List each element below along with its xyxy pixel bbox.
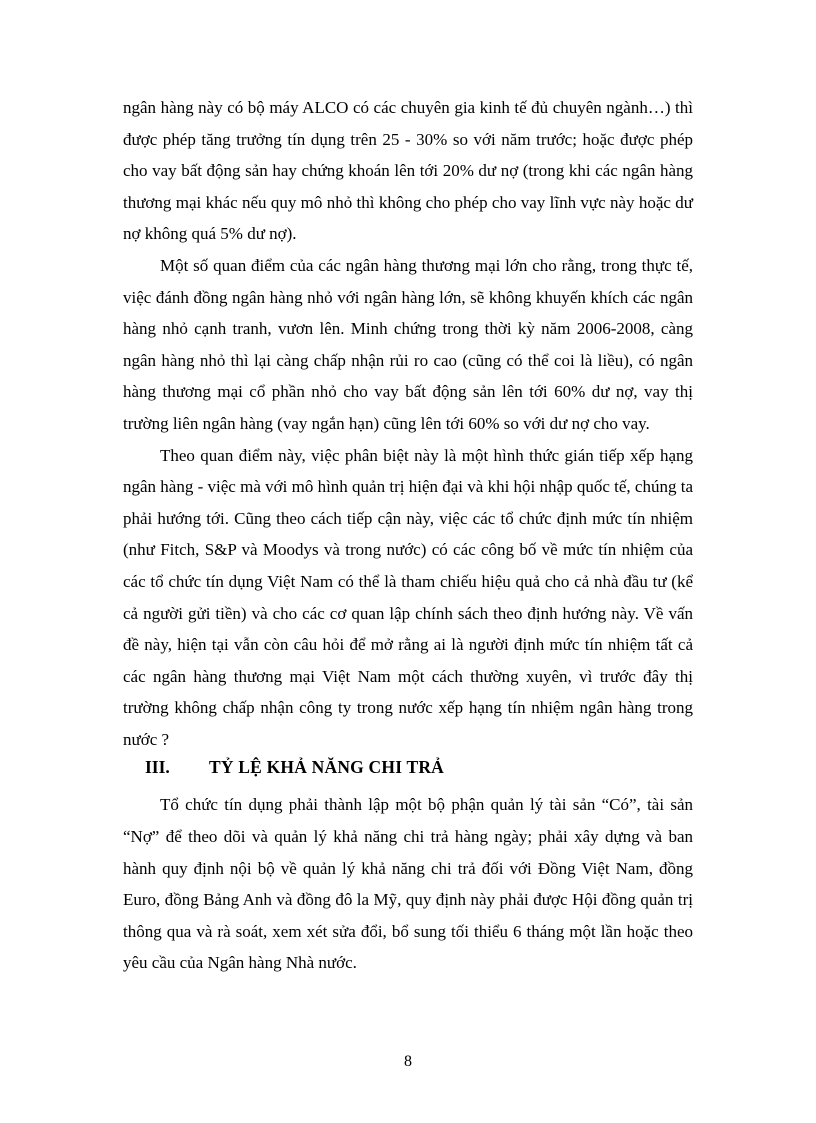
paragraph-large-bank-views: Một số quan điểm của các ngân hàng thương mại lớn cho rằng, trong thực tế, việc đánh đồng ngân hàng nhỏ với ngân hàng lớn, sẽ không khuyến khích các ngân hàng nhỏ cạnh tranh, vươn lên. Minh chứng trong thời kỳ năm 2006-2008, càng ngân hàng nhỏ thì lại càng chấp nhận rủi ro cao (cũng có thể coi là liều), có ngân hàng thương mại cổ phần nhỏ cho vay bất động sản lên tới 60% dư nợ, vay thị trường liên ngân hàng (vay ngắn hạn) cũng lên tới 60% so với dư nợ cho vay.: [123, 255, 693, 433]
paragraph-liquidity-ratio: Tổ chức tín dụng phải thành lập một bộ phận quản lý tài sản “Có”, tài sản “Nợ” để theo dõi và quản lý khả năng chi trả hàng ngày; phải xây dựng và ban hành quy định nội bộ về quản lý khả năng chi trả đối với Đồng Việt Nam, đồng Euro, đồng Bảng Anh và đồng đô la Mỹ, quy định này phải được Hội đồng quản trị thông qua và rà soát, xem xét sửa đổi, bổ sung tối thiểu 6 tháng một lần hoặc theo yêu cầu của Ngân hàng Nhà nước.: [123, 795, 693, 973]
paragraph-alco-continuation: ngân hàng này có bộ máy ALCO có các chuyên gia kinh tế đủ chuyên ngành…) thì được phép tăng trưởng tín dụng trên 25 - 30% so với năm trước; hoặc được phép cho vay bất động sản hay chứng khoán lên tới 20% dư nợ (trong khi các ngân hàng thương mại khác nếu quy mô nhỏ thì không cho phép cho vay lĩnh vực này hoặc dư nợ không quá 5% dư nợ).: [123, 98, 693, 244]
section-title: TỶ LỆ KHẢ NĂNG CHI TRẢ: [209, 757, 445, 778]
section-number: III.: [145, 757, 170, 778]
page-number: 8: [404, 1053, 412, 1070]
page-body: [123, 92, 693, 979]
section-heading: [123, 757, 693, 789]
paragraph-credit-rating: Theo quan điểm này, việc phân biệt này là một hình thức gián tiếp xếp hạng ngân hàng - việc mà với mô hình quản trị hiện đại và khi hội nhập quốc tế, chúng ta phải hướng tới. Cũng theo cách tiếp cận này, việc các tổ chức định mức tín nhiệm (như Fitch, S&P và Moodys và trong nước) có các công bố về mức tín nhiệm của các tổ chức tín dụng Việt Nam có thể là tham chiếu hiệu quả cho cả nhà đầu tư (kể cả người gửi tiền) và cho các cơ quan lập chính sách theo định hướng này. Về vấn đề này, hiện tại vẫn còn câu hỏi để mở rằng ai là người định mức tín nhiệm tất cả các ngân hàng thương mại Việt Nam một cách thường xuyên, vì trước đây thị trường không chấp nhận công ty trong nước xếp hạng tín nhiệm ngân hàng trong nước ?: [123, 445, 693, 749]
